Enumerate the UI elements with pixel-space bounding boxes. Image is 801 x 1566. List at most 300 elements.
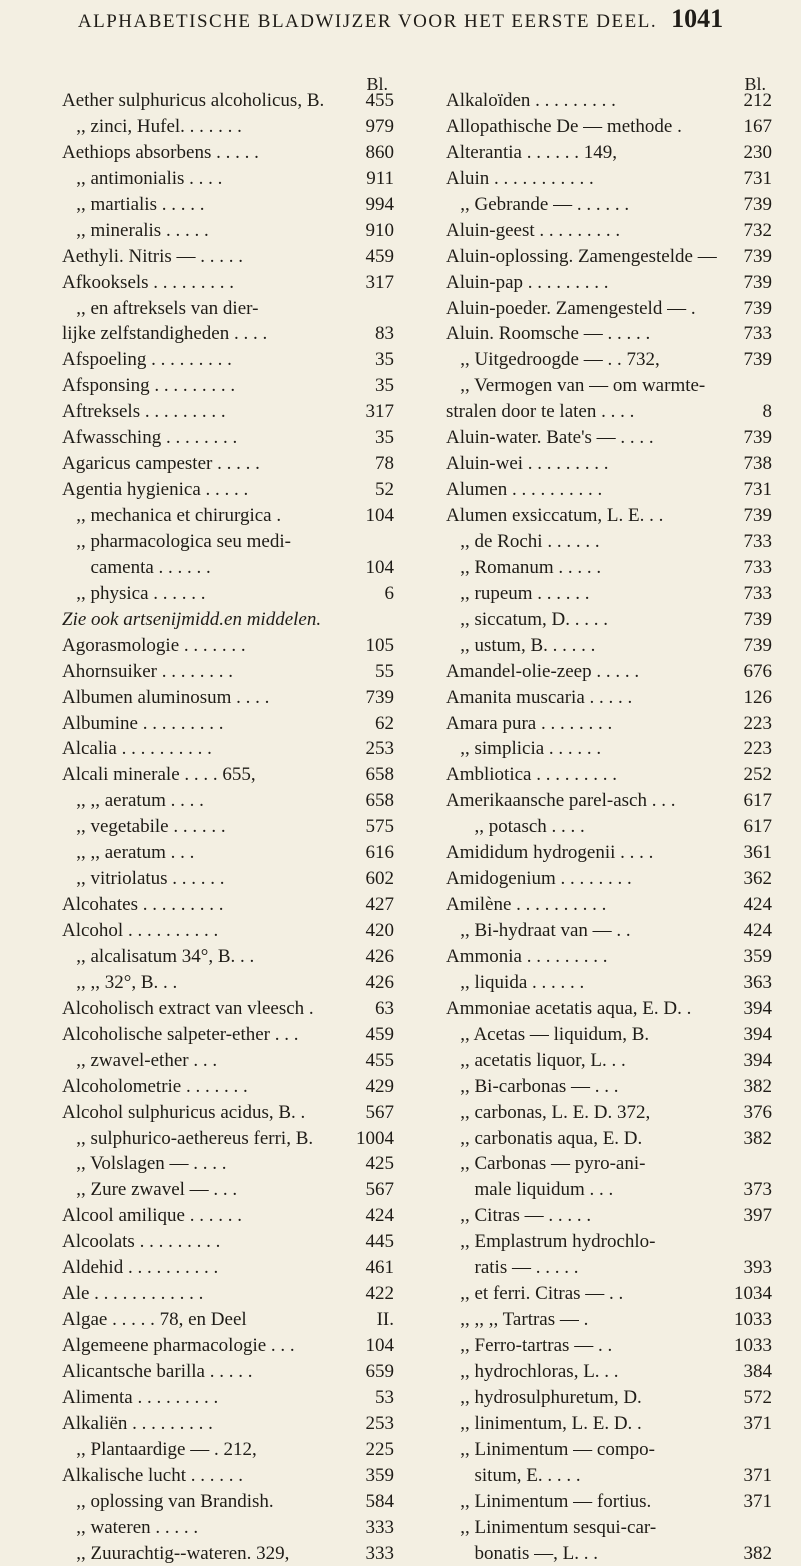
entry-term: Alterantia . . . . . . 149, — [446, 140, 726, 166]
index-entry — [62, 633, 394, 659]
index-entry — [62, 1177, 394, 1203]
index-entry — [62, 866, 394, 892]
index-entry — [446, 581, 772, 607]
entry-term: ,, Linimentum sesqui-car- — [446, 1515, 726, 1541]
entry-term: ,, sulphurico-aethereus ferri, B. — [62, 1126, 348, 1152]
entry-term: ,, carbonatis aqua, E. D. — [446, 1126, 726, 1152]
index-entry — [62, 477, 394, 503]
entry-term: Aluin-geest . . . . . . . . . — [446, 218, 726, 244]
entry-term: ,, siccatum, D. . . . . — [446, 607, 726, 633]
entry-page-number: 422 — [348, 1281, 394, 1307]
entry-term: ,, Volslagen — . . . . — [62, 1151, 348, 1177]
entry-page-number: 167 — [726, 114, 772, 140]
page-header — [0, 4, 801, 40]
entry-term: ,, acetatis liquor, L. . . — [446, 1048, 726, 1074]
entry-page-number: 35 — [348, 425, 394, 451]
entry-term: Aluin. Roomsche — . . . . . — [446, 321, 726, 347]
entry-term: Alcoolats . . . . . . . . . — [62, 1229, 348, 1255]
index-entry — [62, 192, 394, 218]
entry-term: Ale . . . . . . . . . . . . — [62, 1281, 348, 1307]
entry-page-number: 361 — [726, 840, 772, 866]
entry-page-number: 994 — [348, 192, 394, 218]
entry-term: ,, en aftreksels van dier- — [62, 296, 348, 322]
page-number: 1041 — [671, 4, 723, 34]
index-entry — [62, 347, 394, 373]
entry-page-number: 394 — [726, 1048, 772, 1074]
entry-term: Agorasmologie . . . . . . . — [62, 633, 348, 659]
index-entry — [62, 840, 394, 866]
entry-page-number: 455 — [348, 1048, 394, 1074]
entry-page-number: 739 — [348, 685, 394, 711]
entry-page-number: 104 — [348, 1333, 394, 1359]
entry-page-number: 567 — [348, 1100, 394, 1126]
entry-term: Alicantsche barilla . . . . . — [62, 1359, 348, 1385]
entry-page-number: 362 — [726, 866, 772, 892]
entry-page-number: 658 — [348, 788, 394, 814]
index-entry — [62, 1541, 394, 1566]
entry-term: Alkalische lucht . . . . . . — [62, 1463, 348, 1489]
entry-term: Aftreksels . . . . . . . . . — [62, 399, 348, 425]
entry-term: ,, ,, aeratum . . . — [62, 840, 348, 866]
entry-page-number: 739 — [726, 425, 772, 451]
entry-page-number: 739 — [726, 607, 772, 633]
entry-term: Alumen . . . . . . . . . . — [446, 477, 726, 503]
index-entry — [62, 1463, 394, 1489]
index-entry — [62, 373, 394, 399]
entry-page-number: 212 — [726, 88, 772, 114]
entry-page-number: 459 — [348, 1022, 394, 1048]
entry-term: situm, E. . . . . — [446, 1463, 726, 1489]
index-entry — [62, 1229, 394, 1255]
index-entry — [62, 788, 394, 814]
entry-term: ,, antimonialis . . . . — [62, 166, 348, 192]
index-entry — [62, 1281, 394, 1307]
entry-page-number: 427 — [348, 892, 394, 918]
entry-page-number: 739 — [726, 270, 772, 296]
index-entry — [446, 166, 772, 192]
index-entry — [62, 892, 394, 918]
entry-page-number: 739 — [726, 503, 772, 529]
entry-term: Alcool amilique . . . . . . — [62, 1203, 348, 1229]
entry-term: ,, Carbonas — pyro-ani- — [446, 1151, 726, 1177]
entry-term: ,, et ferri. Citras — . . — [446, 1281, 726, 1307]
index-entry — [446, 685, 772, 711]
index-entry — [446, 1203, 772, 1229]
entry-page-number: 424 — [726, 918, 772, 944]
index-entry — [62, 1203, 394, 1229]
entry-term: Aluin-water. Bate's — . . . . — [446, 425, 726, 451]
index-entry — [62, 996, 394, 1022]
entry-term: Aethyli. Nitris — . . . . . — [62, 244, 348, 270]
index-entry — [62, 244, 394, 270]
entry-term: ,, vitriolatus . . . . . . — [62, 866, 348, 892]
index-entry — [446, 1307, 772, 1333]
entry-term: ratis — . . . . . — [446, 1255, 726, 1281]
entry-page-number: 739 — [726, 244, 772, 270]
entry-page-number: 739 — [726, 192, 772, 218]
entry-page-number: 384 — [726, 1359, 772, 1385]
entry-term: Agentia hygienica . . . . . — [62, 477, 348, 503]
entry-term: ,, Uitgedroogde — . . 732, — [446, 347, 726, 373]
entry-page-number: 105 — [348, 633, 394, 659]
entry-page-number: 420 — [348, 918, 394, 944]
entry-term: ,, Bi-carbonas — . . . — [446, 1074, 726, 1100]
index-entry — [446, 633, 772, 659]
index-entry — [446, 1541, 772, 1566]
index-entry — [446, 451, 772, 477]
entry-term: Amara pura . . . . . . . . — [446, 711, 726, 737]
entry-page-number: 371 — [726, 1411, 772, 1437]
entry-term: ,, Romanum . . . . . — [446, 555, 726, 581]
entry-page-number: 83 — [348, 321, 394, 347]
entry-page-number: 733 — [726, 529, 772, 555]
entry-term: Alcohol sulphuricus acidus, B. . — [62, 1100, 348, 1126]
index-entry — [62, 555, 394, 581]
entry-term: ,, oplossing van Brandish. — [62, 1489, 348, 1515]
index-entry — [446, 218, 772, 244]
index-entry — [62, 296, 394, 322]
entry-term: Afkooksels . . . . . . . . . — [62, 270, 348, 296]
entry-page-number: 35 — [348, 347, 394, 373]
index-entry — [446, 244, 772, 270]
entry-term: Ammoniae acetatis aqua, E. D. . — [446, 996, 726, 1022]
index-entry — [62, 970, 394, 996]
entry-page-number: 1004 — [348, 1126, 394, 1152]
entry-term: ,, Citras — . . . . . — [446, 1203, 726, 1229]
entry-term: ,, zinci, Hufel. . . . . . . — [62, 114, 348, 140]
entry-term: Algemeene pharmacologie . . . — [62, 1333, 348, 1359]
index-entry — [62, 762, 394, 788]
index-entry — [62, 1100, 394, 1126]
entry-term: Ammonia . . . . . . . . . — [446, 944, 726, 970]
entry-page-number: 738 — [726, 451, 772, 477]
entry-page-number: 445 — [348, 1229, 394, 1255]
entry-page-number: 359 — [726, 944, 772, 970]
entry-term: ,, carbonas, L. E. D. 372, — [446, 1100, 726, 1126]
entry-page-number: 731 — [726, 477, 772, 503]
index-entry — [446, 114, 772, 140]
entry-page-number: 371 — [726, 1489, 772, 1515]
index-entry — [446, 1177, 772, 1203]
entry-term: ,, Emplastrum hydrochlo- — [446, 1229, 726, 1255]
index-entry — [446, 1255, 772, 1281]
index-entry — [62, 581, 394, 607]
column-heading-bl: Bl. — [366, 74, 388, 95]
entry-term: ,, physica . . . . . . — [62, 581, 348, 607]
entry-page-number: 225 — [348, 1437, 394, 1463]
entry-term: ,, ustum, B. . . . . . — [446, 633, 726, 659]
entry-page-number: 393 — [726, 1255, 772, 1281]
index-entry — [446, 1022, 772, 1048]
entry-term: ,, hydrosulphuretum, D. — [446, 1385, 726, 1411]
index-entry — [446, 918, 772, 944]
entry-term: Aluin-poeder. Zamengesteld — . — [446, 296, 726, 322]
entry-page-number: 575 — [348, 814, 394, 840]
index-entry — [62, 1333, 394, 1359]
entry-page-number: 616 — [348, 840, 394, 866]
entry-term: Amandel-olie-zeep . . . . . — [446, 659, 726, 685]
entry-page-number: 658 — [348, 762, 394, 788]
index-entry — [446, 1437, 772, 1463]
entry-page-number: 459 — [348, 244, 394, 270]
index-entry — [62, 1411, 394, 1437]
index-column-right — [446, 88, 772, 1566]
index-entry — [62, 1307, 394, 1333]
entry-term: Aether sulphuricus alcoholicus, B. — [62, 88, 348, 114]
entry-term: stralen door te laten . . . . — [446, 399, 726, 425]
entry-page-number: 617 — [726, 788, 772, 814]
entry-term: Alcoholisch extract van vleesch . — [62, 996, 348, 1022]
entry-term: Afsponsing . . . . . . . . . — [62, 373, 348, 399]
entry-page-number: 733 — [726, 581, 772, 607]
entry-page-number: 739 — [726, 633, 772, 659]
index-entry — [446, 296, 772, 322]
index-entry — [62, 1385, 394, 1411]
entry-term: Aluin-oplossing. Zamengestelde — — [446, 244, 726, 270]
entry-term: Amanita muscaria . . . . . — [446, 685, 726, 711]
entry-term: Aluin-wei . . . . . . . . . — [446, 451, 726, 477]
index-entry — [62, 218, 394, 244]
index-entry — [446, 840, 772, 866]
running-title: ALPHABETISCHE BLADWIJZER VOOR HET EERSTE DEEL. — [78, 11, 657, 33]
index-entry — [446, 321, 772, 347]
entry-term: Allopathische De — methode . — [446, 114, 726, 140]
entry-page-number: 333 — [348, 1515, 394, 1541]
index-entry — [62, 1151, 394, 1177]
index-entry — [62, 607, 394, 633]
entry-page-number: 617 — [726, 814, 772, 840]
entry-term: ,, vegetabile . . . . . . — [62, 814, 348, 840]
index-entry — [446, 970, 772, 996]
entry-page-number: 732 — [726, 218, 772, 244]
entry-page-number: 382 — [726, 1541, 772, 1566]
entry-page-number: 1034 — [726, 1281, 772, 1307]
entry-term: Alumen exsiccatum, L. E. . . — [446, 503, 726, 529]
index-entry — [62, 114, 394, 140]
index-entry — [446, 1048, 772, 1074]
entry-term: Aldehid . . . . . . . . . . — [62, 1255, 348, 1281]
entry-term: ,, ,, ,, Tartras — . — [446, 1307, 726, 1333]
entry-page-number: 394 — [726, 1022, 772, 1048]
entry-page-number: 223 — [726, 711, 772, 737]
entry-term: Amerikaansche parel-asch . . . — [446, 788, 726, 814]
entry-term: ,, wateren . . . . . — [62, 1515, 348, 1541]
index-entry — [446, 1100, 772, 1126]
entry-page-number: 63 — [348, 996, 394, 1022]
entry-term: Ambliotica . . . . . . . . . — [446, 762, 726, 788]
entry-term: bonatis —, L. . . — [446, 1541, 726, 1566]
index-entry — [62, 1437, 394, 1463]
entry-term: ,, de Rochi . . . . . . — [446, 529, 726, 555]
entry-page-number: 659 — [348, 1359, 394, 1385]
entry-term: ,, Plantaardige — . 212, — [62, 1437, 348, 1463]
entry-term: camenta . . . . . . — [62, 555, 348, 581]
entry-term: ,, Zuurachtig--wateren. 329, — [62, 1541, 348, 1566]
entry-page-number: 733 — [726, 321, 772, 347]
entry-page-number: 424 — [348, 1203, 394, 1229]
entry-term: Aluin . . . . . . . . . . . — [446, 166, 726, 192]
index-entry — [446, 399, 772, 425]
index-entry — [62, 321, 394, 347]
entry-page-number: 910 — [348, 218, 394, 244]
entry-term: ,, rupeum . . . . . . — [446, 581, 726, 607]
entry-page-number: 363 — [726, 970, 772, 996]
entry-term: ,, liquida . . . . . . — [446, 970, 726, 996]
entry-page-number: 397 — [726, 1203, 772, 1229]
entry-page-number: 104 — [348, 555, 394, 581]
entry-term: Zie ook artsenijmidd.en middelen. — [62, 607, 348, 633]
entry-term: Amididum hydrogenii . . . . — [446, 840, 726, 866]
entry-term: Alkaloïden . . . . . . . . . — [446, 88, 726, 114]
entry-term: Alcohol . . . . . . . . . . — [62, 918, 348, 944]
index-entry — [446, 347, 772, 373]
entry-page-number: 424 — [726, 892, 772, 918]
entry-page-number: 253 — [348, 736, 394, 762]
entry-page-number: 425 — [348, 1151, 394, 1177]
index-entry — [446, 1489, 772, 1515]
index-entry — [62, 1255, 394, 1281]
index-entry — [62, 1126, 394, 1152]
entry-page-number: 429 — [348, 1074, 394, 1100]
entry-term: Afwassching . . . . . . . . — [62, 425, 348, 451]
index-entry — [62, 270, 394, 296]
index-entry — [446, 659, 772, 685]
entry-page-number: 1033 — [726, 1333, 772, 1359]
index-entry — [446, 1411, 772, 1437]
entry-page-number: 733 — [726, 555, 772, 581]
entry-page-number: 567 — [348, 1177, 394, 1203]
entry-page-number: 359 — [348, 1463, 394, 1489]
entry-term: ,, Linimentum — compo- — [446, 1437, 726, 1463]
index-column-left — [62, 88, 394, 1566]
entry-term: ,, ,, 32°, B. . . — [62, 970, 348, 996]
index-entry — [446, 1126, 772, 1152]
entry-page-number: 252 — [726, 762, 772, 788]
index-entry — [446, 788, 772, 814]
entry-term: ,, Acetas — liquidum, B. — [446, 1022, 726, 1048]
index-entry — [62, 425, 394, 451]
index-entry — [446, 607, 772, 633]
index-entry — [446, 140, 772, 166]
entry-term: ,, zwavel-ether . . . — [62, 1048, 348, 1074]
entry-page-number: 455 — [348, 88, 394, 114]
index-entry — [62, 529, 394, 555]
entry-page-number: 860 — [348, 140, 394, 166]
entry-page-number: II. — [348, 1307, 394, 1333]
index-entry — [62, 814, 394, 840]
index-entry — [446, 736, 772, 762]
entry-page-number: 78 — [348, 451, 394, 477]
index-entry — [62, 1074, 394, 1100]
index-entry — [446, 1385, 772, 1411]
entry-term: ,, ,, aeratum . . . . — [62, 788, 348, 814]
entry-page-number: 394 — [726, 996, 772, 1022]
entry-page-number: 317 — [348, 270, 394, 296]
index-entry — [62, 711, 394, 737]
entry-term: male liquidum . . . — [446, 1177, 726, 1203]
entry-page-number: 126 — [726, 685, 772, 711]
entry-term: ,, Gebrande — . . . . . . — [446, 192, 726, 218]
entry-term: ,, mechanica et chirurgica . — [62, 503, 348, 529]
entry-term: lijke zelfstandigheden . . . . — [62, 321, 348, 347]
entry-term: ,, Ferro-tartras — . . — [446, 1333, 726, 1359]
entry-page-number: 53 — [348, 1385, 394, 1411]
index-entry — [446, 373, 772, 399]
entry-page-number: 8 — [726, 399, 772, 425]
entry-term: ,, Bi-hydraat van — . . — [446, 918, 726, 944]
entry-page-number: 426 — [348, 970, 394, 996]
index-entry — [62, 1048, 394, 1074]
index-entry — [62, 685, 394, 711]
entry-term: Alcali minerale . . . . 655, — [62, 762, 348, 788]
entry-page-number: 104 — [348, 503, 394, 529]
entry-page-number: 317 — [348, 399, 394, 425]
index-entry — [62, 140, 394, 166]
index-entry — [446, 814, 772, 840]
entry-page-number: 382 — [726, 1126, 772, 1152]
entry-term: Alcoholometrie . . . . . . . — [62, 1074, 348, 1100]
entry-page-number: 373 — [726, 1177, 772, 1203]
index-entry — [446, 1359, 772, 1385]
index-entry — [446, 555, 772, 581]
entry-term: ,, potasch . . . . — [446, 814, 726, 840]
entry-page-number: 371 — [726, 1463, 772, 1489]
entry-term: Albumine . . . . . . . . . — [62, 711, 348, 737]
entry-page-number: 911 — [348, 166, 394, 192]
entry-term: Afspoeling . . . . . . . . . — [62, 347, 348, 373]
entry-term: ,, mineralis . . . . . — [62, 218, 348, 244]
entry-page-number: 52 — [348, 477, 394, 503]
index-entry — [446, 477, 772, 503]
index-entry — [62, 451, 394, 477]
entry-term: ,, pharmacologica seu medi- — [62, 529, 348, 555]
entry-term: Alimenta . . . . . . . . . — [62, 1385, 348, 1411]
index-entry — [446, 1074, 772, 1100]
index-entry — [446, 711, 772, 737]
entry-page-number: 676 — [726, 659, 772, 685]
entry-term: Ahornsuiker . . . . . . . . — [62, 659, 348, 685]
index-entry — [446, 1229, 772, 1255]
entry-term: Alcalia . . . . . . . . . . — [62, 736, 348, 762]
entry-page-number: 253 — [348, 1411, 394, 1437]
index-entry — [446, 270, 772, 296]
entry-page-number: 602 — [348, 866, 394, 892]
entry-page-number: 230 — [726, 140, 772, 166]
entry-term: Alcoholische salpeter-ether . . . — [62, 1022, 348, 1048]
entry-term: Aethiops absorbens . . . . . — [62, 140, 348, 166]
index-entry — [446, 1515, 772, 1541]
entry-term: ,, hydrochloras, L. . . — [446, 1359, 726, 1385]
entry-page-number: 376 — [726, 1100, 772, 1126]
index-entry — [62, 1515, 394, 1541]
index-entry — [446, 192, 772, 218]
entry-term: ,, linimentum, L. E. D. . — [446, 1411, 726, 1437]
index-entry — [446, 762, 772, 788]
entry-term: ,, Vermogen van — om warmte- — [446, 373, 726, 399]
entry-page-number: 333 — [348, 1541, 394, 1566]
entry-page-number: 35 — [348, 373, 394, 399]
index-entry — [446, 88, 772, 114]
entry-page-number: 584 — [348, 1489, 394, 1515]
index-entry — [62, 399, 394, 425]
column-heading-bl: Bl. — [744, 74, 766, 95]
entry-page-number: 731 — [726, 166, 772, 192]
index-entry — [62, 736, 394, 762]
entry-page-number: 62 — [348, 711, 394, 737]
entry-term: ,, Zure zwavel — . . . — [62, 1177, 348, 1203]
index-entry — [62, 918, 394, 944]
index-entry — [62, 503, 394, 529]
